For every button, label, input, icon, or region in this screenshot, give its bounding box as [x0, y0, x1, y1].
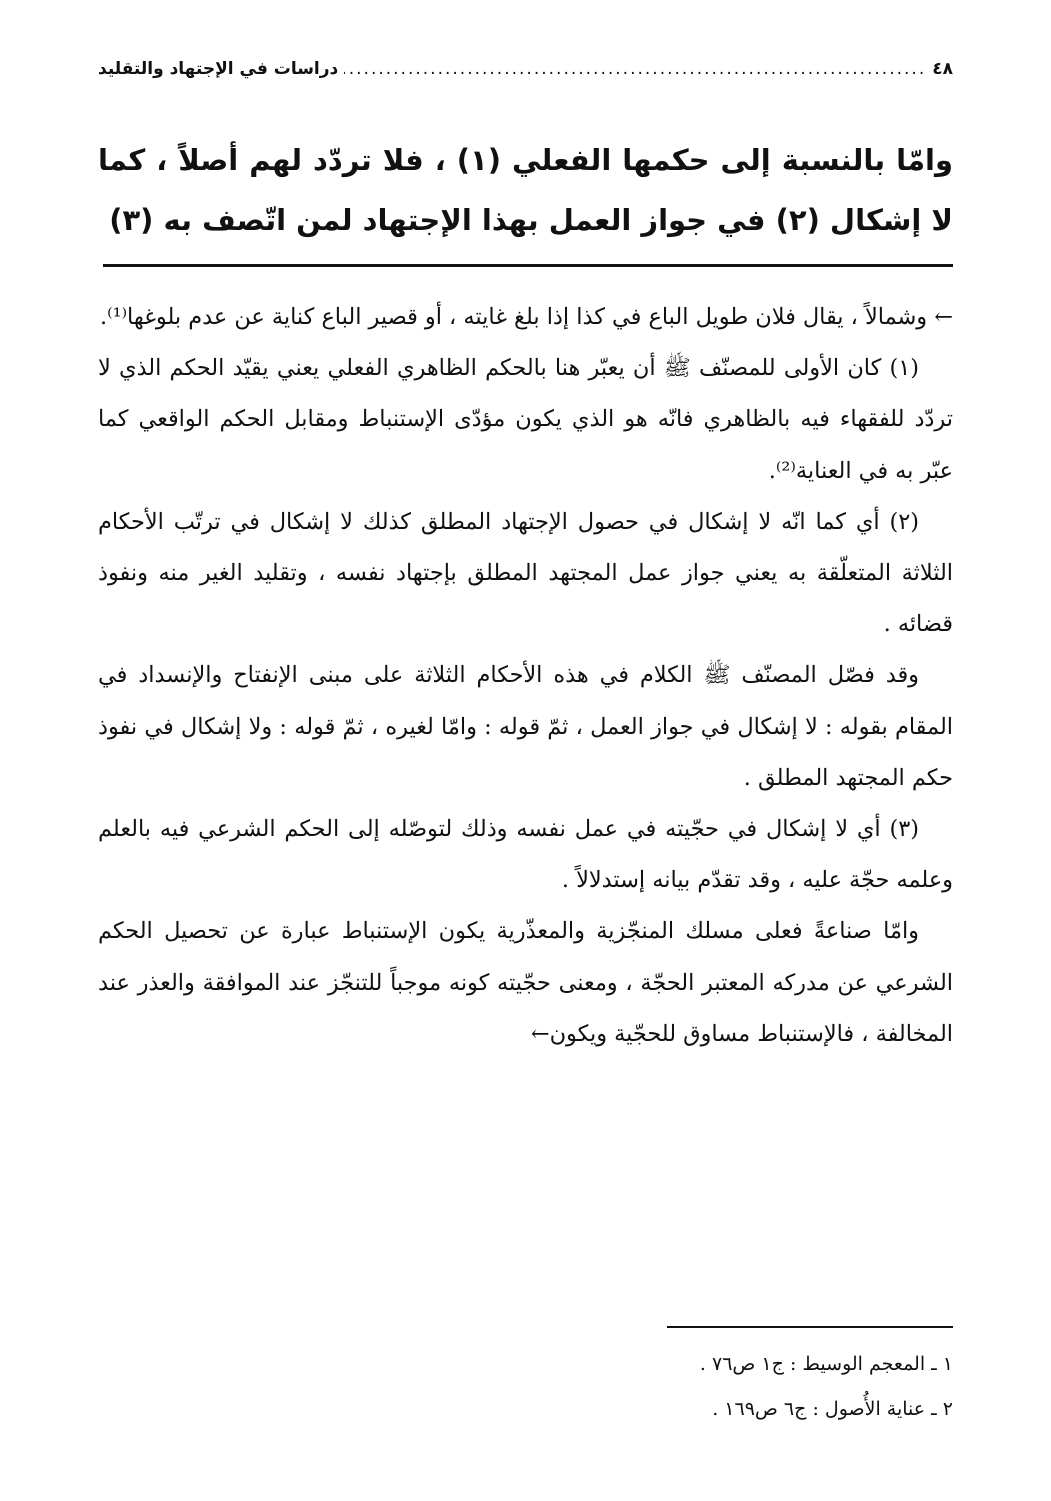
main-text: وامّا بالنسبة إلى حكمها الفعلي (١) ، فلا تردّد لهم أصلاً ، كما لا إشكال (٢) في جواز العمل بهذا الإجتهاد لمن اتّصف به (٣): [98, 143, 953, 237]
note-paragraph: ← وشمالاً ، يقال فلان طويل الباع في كذا إذا بلغ غايته ، أو قصير الباع كناية عن عدم بلوغها⁽¹⁾.: [99, 304, 953, 330]
note-paragraph: وقد فصّل المصنّف ﷺ الكلام في هذه الأحكام الثلاثة على مبنى الإنفتاح والإنسداد في المقام بقوله : لا إشكال في جواز العمل ، ثمّ قوله : وامّا لغيره ، ثمّ قوله : ولا إشكال في نفوذ حكم المجتهد المطلق .: [98, 662, 953, 791]
footnote-divider: [667, 1326, 953, 1328]
note-paragraph: (١) كان الأولى للمصنّف ﷺ أن يعبّر هنا بالحكم الظاهري الفعلي يعني يقيّد الحكم الذي لا تردّد للفقهاء فيه بالظاهري فانّه هو الذي يكون مؤدّى الإستنباط ومقابل الحكم الواقعي كما عبّر به في العناية⁽²⁾.: [98, 355, 953, 484]
page-number: ٤٨: [932, 59, 953, 79]
running-title: دراسات في الإجتهاد والتقليد: [98, 59, 339, 79]
commentary-notes: [98, 292, 953, 1060]
note-paragraph: وامّا صناعةً فعلى مسلك المنجّزية والمعذّرية يكون الإستنباط عبارة عن تحصيل الحكم الشرعي عن مدركه المعتبر الحجّة ، ومعنى حجّيته كونه موجباً للتنجّز عند الموافقة والعذر عند المخالفة ، فالإستنباط مساوق للحجّية ويكون←: [98, 918, 953, 1047]
footnotes: [453, 1342, 953, 1432]
footnote-item: ٢ ـ عناية الأُصول : ج٦ ص١٦٩ .: [712, 1398, 953, 1420]
footnote-item: ١ ـ المعجم الوسيط : ج١ ص٧٦ .: [699, 1353, 953, 1375]
page-header: [98, 52, 953, 86]
note-paragraph: (٢) أي كما انّه لا إشكال في حصول الإجتهاد المطلق كذلك لا إشكال في ترتّب الأحكام الثلاثة المتعلّقة به يعني جواز عمل المجتهد المطلق بإجتهاد نفسه ، وتقليد الغير منه ونفوذ قضائه .: [98, 508, 953, 638]
main-text-divider: [103, 264, 953, 267]
leader-dots: [344, 59, 926, 79]
note-paragraph: (٣) أي لا إشكال في حجّيته في عمل نفسه وذلك لتوصّله إلى الحكم الشرعي فيه بالعلم وعلمه حجّة عليه ، وقد تقدّم بيانه إستدلالاً .: [98, 816, 953, 894]
